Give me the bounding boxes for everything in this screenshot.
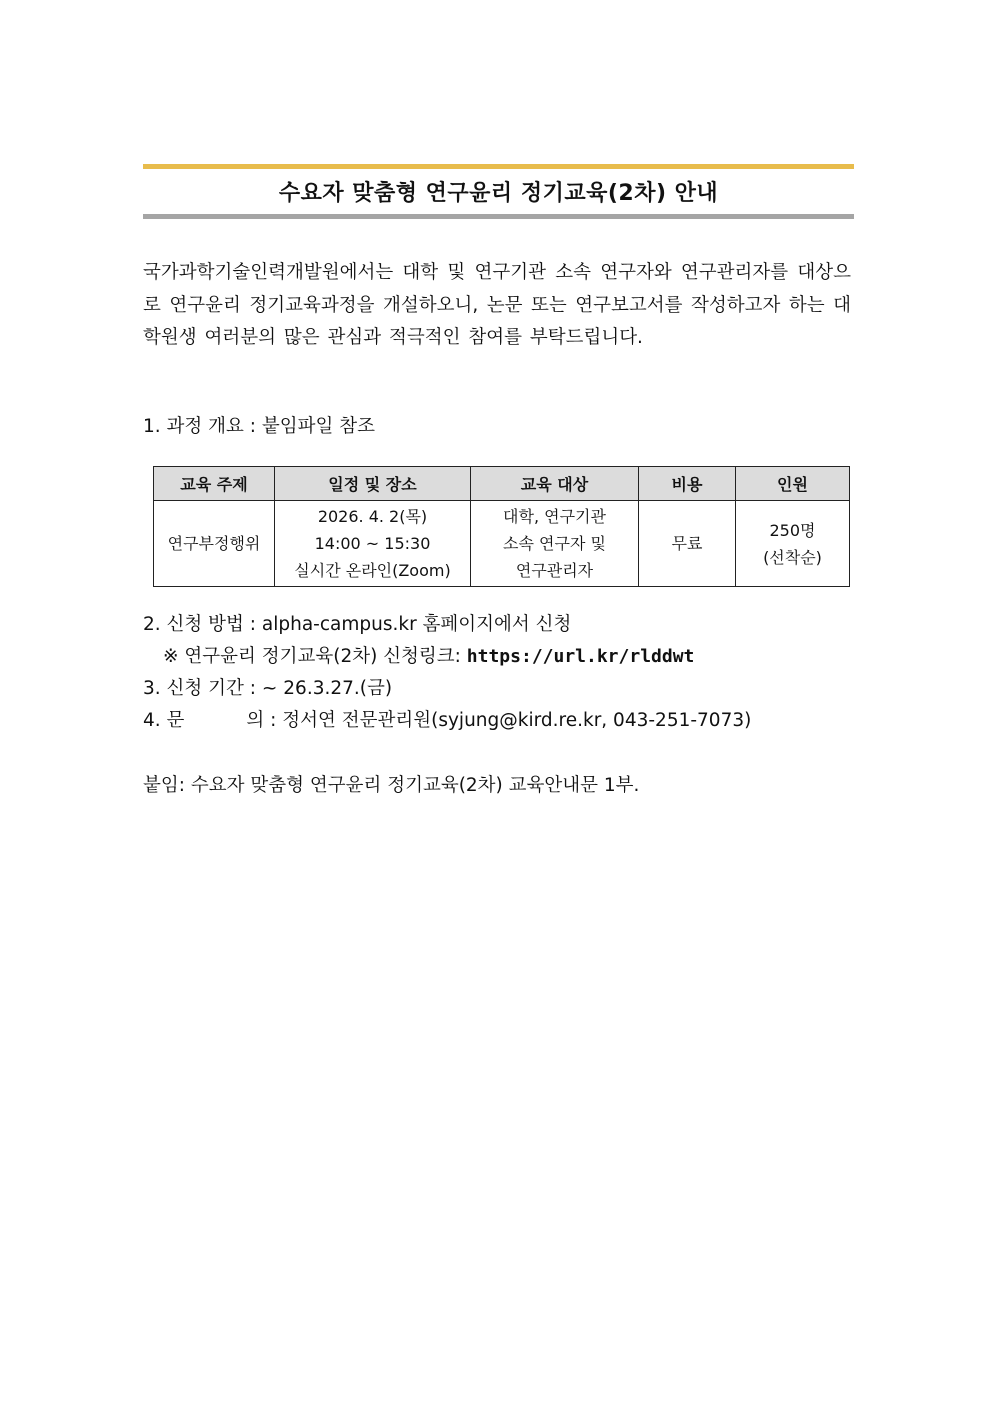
header-target: 교육 대상 xyxy=(471,467,639,501)
section-application-method: 2. 신청 방법 : alpha-campus.kr 홈페이지에서 신청 xyxy=(143,614,572,635)
target-line-1: 대학, 연구기관 xyxy=(503,507,606,526)
schedule-time: 14:00 ~ 15:30 xyxy=(314,534,431,553)
contact-label-a: 4. 문 xyxy=(143,710,185,731)
cell-cost: 무료 xyxy=(639,501,736,587)
course-info-table xyxy=(153,466,850,587)
capacity-note: (선착순) xyxy=(763,547,822,567)
application-link[interactable]: https://url.kr/rlddwt xyxy=(466,646,695,667)
cell-topic: 연구부정행위 xyxy=(154,501,275,587)
schedule-date: 2026. 4. 2(목) xyxy=(317,507,428,526)
header-schedule: 일정 및 장소 xyxy=(275,467,471,501)
cell-schedule xyxy=(275,501,471,587)
application-link-note xyxy=(163,642,694,668)
table-header-row xyxy=(154,467,850,501)
attachment-note: 붙임: 수요자 맞춤형 연구윤리 정기교육(2차) 교육안내문 1부. xyxy=(143,775,640,796)
application-link-label: ※ 연구윤리 정기교육(2차) 신청링크: xyxy=(163,646,467,667)
document-title: 수요자 맞춤형 연구윤리 정기교육(2차) 안내 xyxy=(278,181,719,206)
table-row xyxy=(154,501,850,587)
target-line-2: 소속 연구자 및 xyxy=(503,534,606,553)
cell-capacity xyxy=(736,501,850,587)
schedule-place: 실시간 온라인(Zoom) xyxy=(294,561,451,580)
section-contact xyxy=(143,706,751,732)
header-capacity: 인원 xyxy=(736,467,850,501)
intro-paragraph: 국가과학기술인력개발원에서는 대학 및 연구기관 소속 연구자와 연구관리자를 대상으로 연구윤리 정기교육과정을 개설하오니, 논문 또는 연구보고서를 작성하고자 하는 대학원생 여러분의 많은 관심과 적극적인 참여를 부탁드립니다. xyxy=(143,262,851,348)
section-course-overview: 1. 과정 개요 : 붙임파일 참조 xyxy=(143,416,375,437)
capacity-count: 250명 xyxy=(769,520,816,540)
contact-label-b: 의 : 정서연 전문관리원(syjung@kird.re.kr, 043-251-7073) xyxy=(246,710,752,731)
target-line-3: 연구관리자 xyxy=(515,561,594,580)
cell-target xyxy=(471,501,639,587)
title-bottom-rule xyxy=(143,214,854,219)
section-application-period: 3. 신청 기간 : ~ 26.3.27.(금) xyxy=(143,678,393,699)
header-cost: 비용 xyxy=(639,467,736,501)
header-topic: 교육 주제 xyxy=(154,467,275,501)
